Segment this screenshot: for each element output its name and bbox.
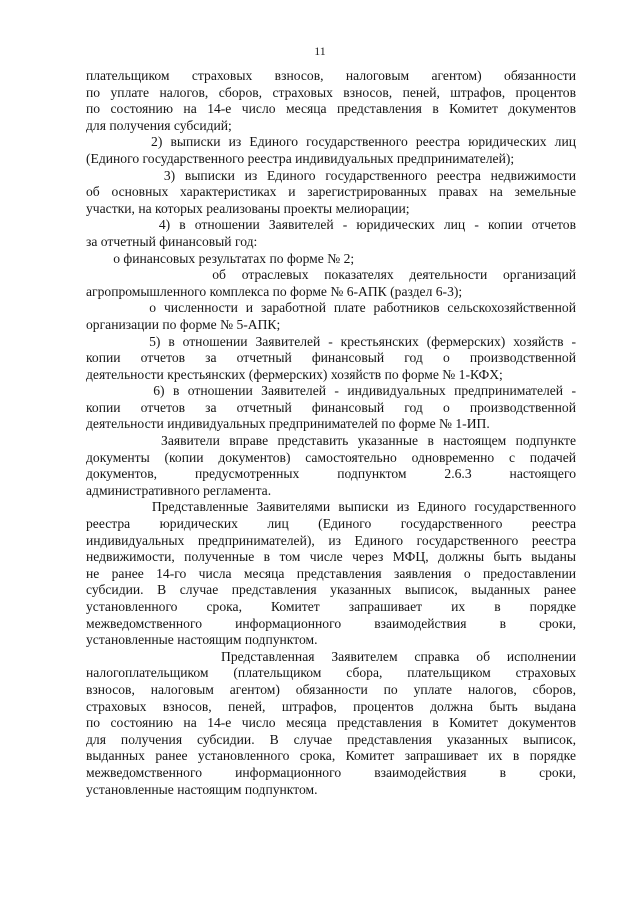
text-line: копии отчетов за отчетный финансовый год о производственной	[86, 399, 576, 415]
text-line: не ранее 14-го числа месяца представления заявления о предоставлении	[86, 565, 576, 581]
paragraph	[86, 134, 576, 167]
text-line: недвижимости, полученные в том числе через МФЦ, должны быть выданы	[86, 549, 576, 565]
text-line: об основных характеристиках и зарегистрированных правах на земельные	[86, 184, 576, 200]
text-line: 5) в отношении Заявителей - крестьянских (фермерских) хозяйств -	[86, 333, 576, 349]
page-number: 11	[314, 44, 326, 58]
text-line: деятельности индивидуальных предпринимателей по форме № 1-ИП.	[86, 416, 490, 432]
text-line: субсидии. В случае представления указанных выписок, выданных ранее	[86, 582, 576, 598]
text-line: по уплате налогов, сборов, страховых взносов, пеней, штрафов, процентов	[86, 84, 576, 100]
text-line: за отчетный финансовый год:	[86, 233, 258, 249]
text-line: об отраслевых показателях деятельности организаций	[86, 267, 576, 283]
paragraph	[86, 300, 576, 333]
text-line: административного регламента.	[86, 482, 272, 498]
text-line: о финансовых результатах по форме № 2;	[86, 250, 355, 266]
text-line: 6) в отношении Заявителей - индивидуальных предпринимателей -	[86, 383, 576, 399]
text-line: установленного срока, Комитет запрашивает их в порядке	[86, 599, 576, 614]
document-body	[86, 68, 576, 798]
text-line: агропромышленного комплекса по форме № 6-АПК (раздел 6-3);	[86, 283, 463, 299]
paragraph	[86, 267, 576, 300]
text-line: Представленные Заявителями выписки из Единого государственного	[86, 499, 576, 515]
text-line: 3) выписки из Единого государственного реестра недвижимости	[86, 167, 576, 183]
text-line: для получения субсидий;	[86, 117, 232, 133]
text-line: по состоянию на 14-е число месяца представления в Комитет документов	[86, 715, 576, 731]
paragraph	[86, 168, 576, 218]
text-line: для получения субсидии. В случае представления указанных выписок,	[86, 731, 576, 747]
paragraph	[86, 68, 576, 134]
text-line: взносов, налоговым агентом) обязанности по уплате налогов, сборов,	[86, 681, 576, 697]
text-line: участки, на которых реализованы проекты мелиорации;	[86, 200, 410, 216]
text-line: документы (копии документов) самостоятельно одновременно с подачей	[86, 449, 576, 465]
text-line: по состоянию на 14-е число месяца представления в Комитет документов	[86, 101, 576, 117]
text-line: плательщиком страховых взносов, налоговым агентом) обязанности	[86, 68, 576, 83]
text-line: деятельности крестьянских (фермерских) хозяйств по форме № 1-КФХ;	[86, 366, 503, 382]
text-line: (Единого государственного реестра индивидуальных предпринимателей);	[86, 150, 515, 166]
text-line: Представленная Заявителем справка об исполнении	[86, 648, 576, 664]
text-line: 2) выписки из Единого государственного реестра юридических лиц	[86, 134, 576, 150]
text-line: межведомственного информационного взаимодействия в сроки,	[86, 615, 576, 631]
text-line: 4) в отношении Заявителей - юридических лиц - копии отчетов	[86, 217, 576, 233]
text-line: установленные настоящим подпунктом.	[86, 781, 318, 797]
text-line: установленные настоящим подпунктом.	[86, 632, 318, 648]
text-line: копии отчетов за отчетный финансовый год о производственной	[86, 350, 576, 366]
paragraph	[86, 334, 576, 384]
paragraph	[86, 217, 576, 250]
text-line: налогоплательщиком (плательщиком сбора, плательщиком страховых	[86, 665, 576, 681]
paragraph	[86, 433, 576, 499]
text-line: межведомственного информационного взаимодействия в сроки,	[86, 764, 576, 780]
text-line: организации по форме № 5-АПК;	[86, 316, 281, 332]
text-line: о численности и заработной плате работников сельскохозяйственной	[86, 300, 576, 316]
paragraph	[86, 251, 576, 268]
text-line: индивидуальных предпринимателей), из Единого государственного реестра	[86, 532, 576, 548]
text-line: реестра юридических лиц (Единого государственного реестра	[86, 516, 576, 532]
paragraph	[86, 649, 576, 798]
paragraph	[86, 383, 576, 433]
text-line: документов, предусмотренных подпунктом 2.6.3 настоящего	[86, 466, 576, 482]
paragraph	[86, 499, 576, 648]
text-line: выданных ранее установленного срока, Комитет запрашивает их в порядке	[86, 748, 576, 764]
text-line: Заявители вправе представить указанные в настоящем подпункте	[86, 433, 576, 449]
text-line: страховых взносов, пеней, штрафов, процентов должна быть выдана	[86, 698, 576, 714]
